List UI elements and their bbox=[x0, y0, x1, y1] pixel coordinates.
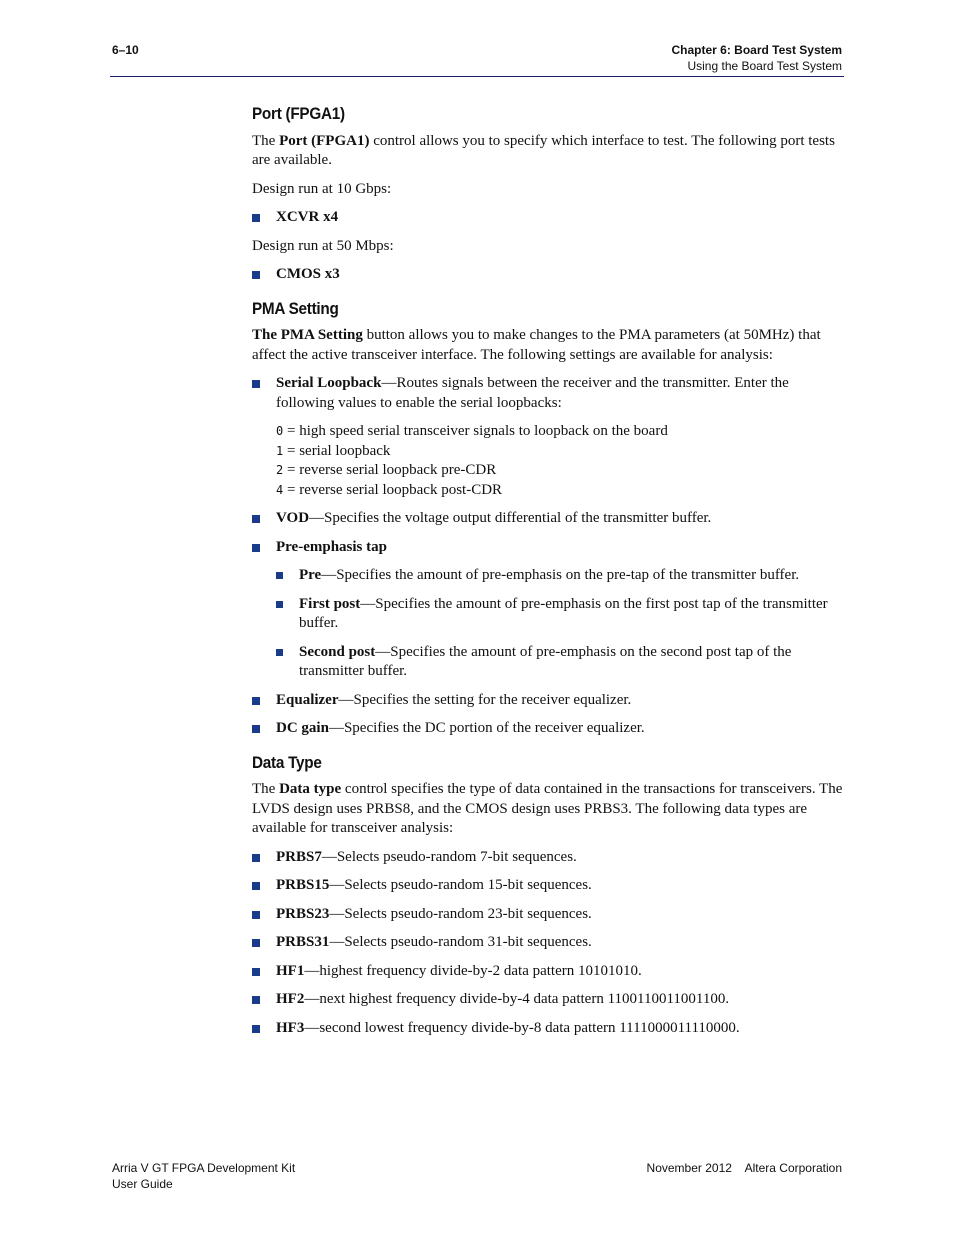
footer-doc-title bbox=[112, 1160, 295, 1192]
loopback-codes bbox=[276, 422, 844, 500]
datatype-intro: The Data type control specifies the type of data contained in the transactions for transceivers. The LVDS design uses PRBS8, and the CMOS design uses PRBS3. The following data types are available for transceiver analysis: bbox=[252, 781, 843, 836]
heading-data-type: Data Type bbox=[252, 752, 322, 772]
header-rule bbox=[110, 76, 844, 77]
footer-date-company: November 2012 Altera Corporation bbox=[646, 1161, 842, 1175]
port-list-50m bbox=[252, 265, 844, 285]
code-line: 4 = reverse serial loopback post-CDR bbox=[276, 481, 503, 498]
list-item: XCVR x4 bbox=[252, 208, 844, 228]
port-design-10g: Design run at 10 Gbps: bbox=[252, 180, 392, 197]
port-intro: The Port (FPGA1) control allows you to specify which interface to test. The following port tests are available. bbox=[252, 132, 835, 168]
port-design-50m: Design run at 50 Mbps: bbox=[252, 237, 394, 254]
doc-title: Arria V GT FPGA Development Kit bbox=[112, 1161, 296, 1175]
list-item: PRBS15—Selects pseudo-random 15-bit sequences. bbox=[252, 876, 844, 896]
section-title: Using the Board Test System bbox=[687, 59, 842, 73]
list-item: HF3—second lowest frequency divide-by-8 data pattern 1111000011110000. bbox=[252, 1019, 844, 1039]
page-number: 6–10 bbox=[112, 43, 139, 57]
running-header bbox=[672, 42, 843, 74]
doc-subtitle: User Guide bbox=[112, 1177, 173, 1191]
code-line: 2 = reverse serial loopback pre-CDR bbox=[276, 462, 497, 478]
list-item-dc-gain: DC gain—Specifies the DC portion of the receiver equalizer. bbox=[252, 719, 844, 739]
list-item: CMOS x3 bbox=[252, 265, 844, 285]
list-item: PRBS23—Selects pseudo-random 23-bit sequences. bbox=[252, 905, 844, 925]
list-item-pre: Pre—Specifies the amount of pre-emphasis on the pre-tap of the transmitter buffer. bbox=[276, 566, 844, 586]
port-list-10g bbox=[252, 208, 844, 228]
pre-emphasis-sublist bbox=[276, 566, 844, 682]
pma-list bbox=[252, 374, 844, 739]
list-item-second-post: Second post—Specifies the amount of pre-emphasis on the second post tap of the transmitter buffer. bbox=[276, 643, 844, 682]
code-line: 1 = serial loopback bbox=[276, 442, 391, 459]
list-item: PRBS7—Selects pseudo-random 7-bit sequences. bbox=[252, 848, 844, 868]
datatype-list bbox=[252, 848, 844, 1039]
list-item-vod: VOD—Specifies the voltage output differential of the transmitter buffer. bbox=[252, 509, 844, 529]
pma-intro: The PMA Setting button allows you to make changes to the PMA parameters (at 50MHz) that affect the active transceiver interface. The following settings are available for analysis: bbox=[252, 327, 821, 363]
heading-pma: PMA Setting bbox=[252, 298, 339, 318]
code-line: 0 = high speed serial transceiver signals to loopback on the board bbox=[276, 423, 668, 439]
list-item-serial-loopback: Serial Loopback—Routes signals between the receiver and the transmitter. Enter the following values to enable the serial loopbacks: 0 = high speed serial transceiver signals to loopback on the board 1 = serial loopback 2 = reverse serial loopback pre-CDR 4 = reverse serial loopback post-CDR bbox=[252, 374, 844, 500]
list-item-equalizer: Equalizer—Specifies the setting for the receiver equalizer. bbox=[252, 691, 844, 711]
chapter-title: Chapter 6: Board Test System bbox=[671, 43, 842, 57]
list-item-pre-emphasis: Pre-emphasis tap Pre—Specifies the amount of pre-emphasis on the pre-tap of the transmitter buffer. First post—Specifies the amount of pre-emphasis on the first post tap of the transmitter buffer. Second post—Specifies the amount of pre-emphasis on the second post tap of the transmitter buffer. bbox=[252, 538, 844, 682]
list-item: PRBS31—Selects pseudo-random 31-bit sequences. bbox=[252, 933, 844, 953]
heading-port: Port (FPGA1) bbox=[252, 104, 345, 123]
list-item: HF2—next highest frequency divide-by-4 data pattern 1100110011001100. bbox=[252, 990, 844, 1010]
list-item: HF1—highest frequency divide-by-2 data pattern 10101010. bbox=[252, 962, 844, 982]
page-content bbox=[252, 104, 844, 1047]
list-item-first-post: First post—Specifies the amount of pre-emphasis on the first post tap of the transmitter buffer. bbox=[276, 595, 844, 634]
